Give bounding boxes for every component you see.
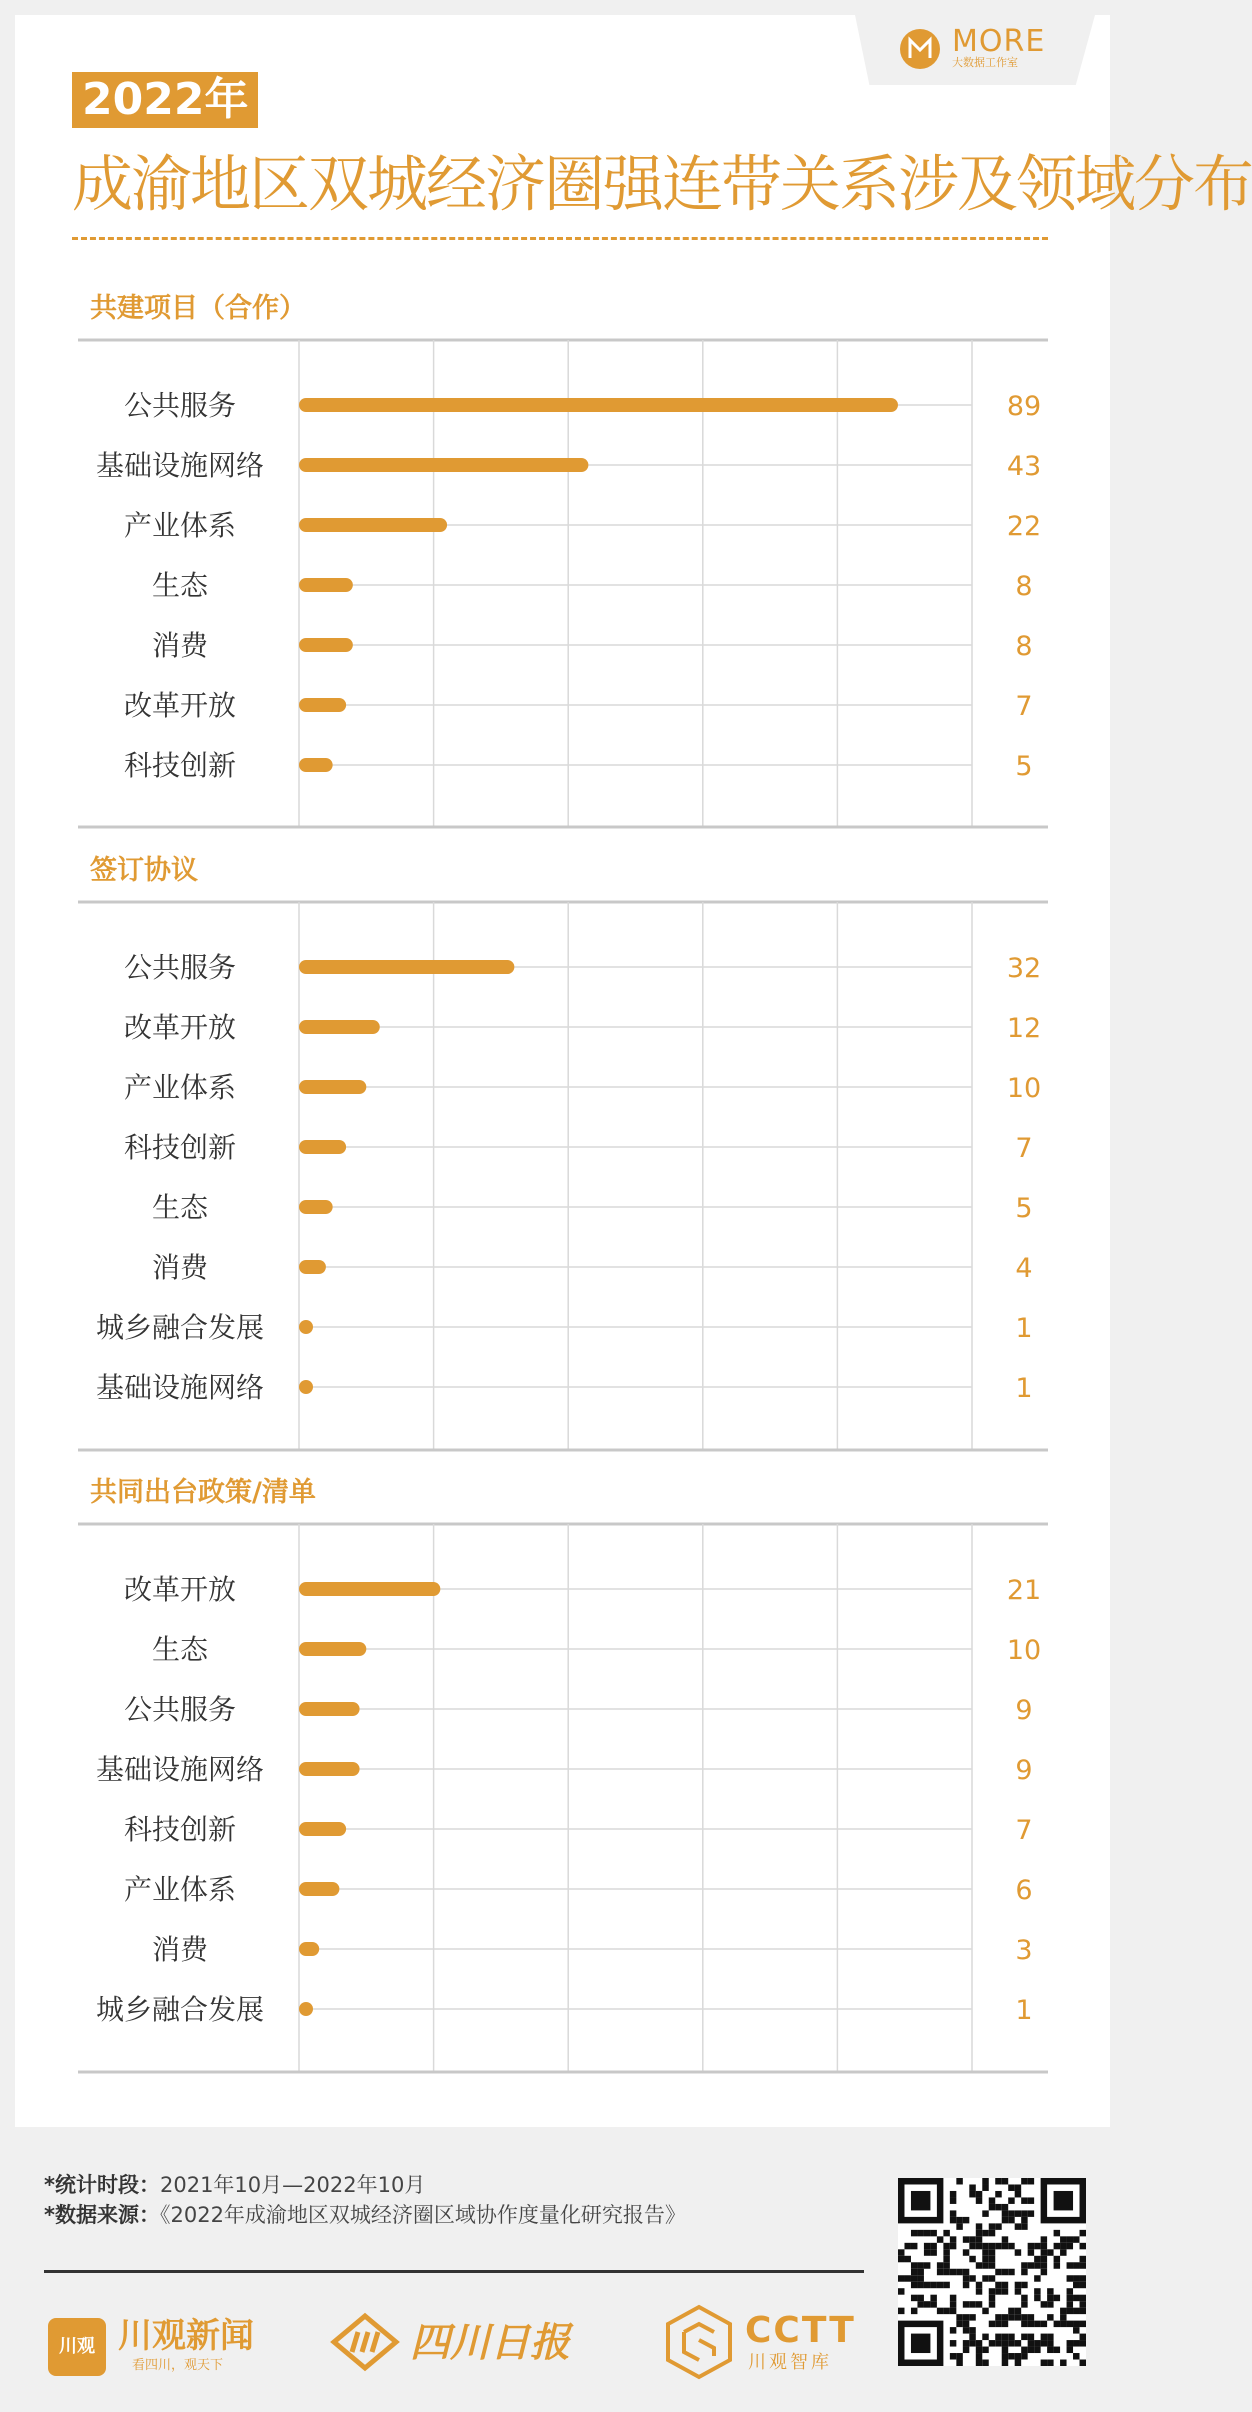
category-label: 改革开放 bbox=[123, 689, 237, 722]
source-line bbox=[44, 2200, 686, 2230]
value-label: 4 bbox=[1015, 1253, 1033, 1284]
bar bbox=[299, 960, 514, 974]
value-label: 21 bbox=[1006, 1575, 1042, 1606]
source-label: *数据来源： bbox=[44, 2203, 160, 2227]
bar bbox=[299, 1582, 440, 1596]
category-label: 生态 bbox=[151, 1191, 209, 1224]
category-label: 消费 bbox=[151, 629, 209, 662]
value-label: 8 bbox=[1015, 631, 1033, 662]
value-label: 7 bbox=[1015, 691, 1033, 722]
value-label: 1 bbox=[1015, 1995, 1033, 2026]
value-label: 5 bbox=[1015, 751, 1033, 782]
category-label: 基础设施网络 bbox=[95, 1371, 265, 1404]
footer-divider bbox=[44, 2270, 864, 2273]
bar bbox=[299, 578, 353, 592]
bar bbox=[299, 698, 346, 712]
bar bbox=[299, 1140, 346, 1154]
source-value: 《2022年成渝地区双城经济圈区域协作度量化研究报告》 bbox=[159, 2203, 686, 2227]
cctt-brand-name: CCTT bbox=[745, 2310, 856, 2351]
section-title: 签订协议 bbox=[90, 855, 198, 886]
cctt-brand-subname: 川观智库 bbox=[748, 2352, 832, 2373]
logo-subtext: 大数据工作室 bbox=[952, 56, 1018, 69]
bar bbox=[299, 1642, 366, 1656]
section-title: 共同出台政策/清单 bbox=[90, 1477, 316, 1508]
page-title: 成渝地区双城经济圈强连带关系涉及领域分布 bbox=[72, 149, 1252, 220]
category-label: 消费 bbox=[151, 1933, 209, 1966]
bar bbox=[299, 1380, 313, 1394]
value-label: 9 bbox=[1015, 1695, 1033, 1726]
qr-code-icon[interactable] bbox=[898, 2178, 1086, 2366]
cctt-logo-icon bbox=[664, 2304, 734, 2380]
bar bbox=[299, 398, 898, 412]
section-title: 共建项目（合作） bbox=[90, 293, 306, 324]
category-label: 产业体系 bbox=[123, 1873, 237, 1906]
chuanguan-brand-name: 川观新闻 bbox=[118, 2316, 254, 2356]
category-label: 生态 bbox=[151, 1633, 209, 1666]
bar bbox=[299, 1942, 319, 1956]
period-line bbox=[44, 2170, 686, 2200]
category-label: 基础设施网络 bbox=[95, 1753, 265, 1786]
footer-notes bbox=[44, 2170, 686, 2230]
category-label: 科技创新 bbox=[123, 1813, 237, 1846]
value-label: 7 bbox=[1015, 1815, 1033, 1846]
value-label: 1 bbox=[1015, 1313, 1033, 1344]
bar bbox=[299, 518, 447, 532]
value-label: 12 bbox=[1006, 1013, 1042, 1044]
category-label: 产业体系 bbox=[123, 509, 237, 542]
category-label: 公共服务 bbox=[123, 389, 237, 422]
sichuan-daily-brand-name: 四川日报 bbox=[410, 2320, 570, 2366]
category-label: 城乡融合发展 bbox=[95, 1311, 265, 1344]
category-label: 产业体系 bbox=[123, 1071, 237, 1104]
bar bbox=[299, 1822, 346, 1836]
value-label: 9 bbox=[1015, 1755, 1033, 1786]
value-label: 32 bbox=[1006, 953, 1042, 984]
category-label: 改革开放 bbox=[123, 1573, 237, 1606]
value-label: 89 bbox=[1006, 391, 1042, 422]
category-label: 公共服务 bbox=[123, 951, 237, 984]
bar bbox=[299, 458, 588, 472]
period-label: *统计时段： bbox=[44, 2173, 160, 2197]
chuanguan-logo-icon: 川观 bbox=[48, 2318, 106, 2376]
chuanguan-slogan: 看四川，观天下 bbox=[132, 2358, 224, 2373]
value-label: 6 bbox=[1015, 1875, 1033, 1906]
bar bbox=[299, 1260, 326, 1274]
year-badge: 2022年 bbox=[72, 72, 258, 128]
value-label: 10 bbox=[1006, 1635, 1042, 1666]
category-label: 城乡融合发展 bbox=[95, 1993, 265, 2026]
bar bbox=[299, 1080, 366, 1094]
bar bbox=[299, 758, 333, 772]
value-label: 5 bbox=[1015, 1193, 1033, 1224]
value-label: 10 bbox=[1006, 1073, 1042, 1104]
category-label: 消费 bbox=[151, 1251, 209, 1284]
bar bbox=[299, 1320, 313, 1334]
bar bbox=[299, 1882, 339, 1896]
bar bbox=[299, 638, 353, 652]
value-label: 3 bbox=[1015, 1935, 1033, 1966]
category-label: 科技创新 bbox=[123, 1131, 237, 1164]
category-label: 公共服务 bbox=[123, 1693, 237, 1726]
period-value: 2021年10月—2022年10月 bbox=[159, 2173, 426, 2197]
value-label: 43 bbox=[1006, 451, 1042, 482]
category-label: 基础设施网络 bbox=[95, 449, 265, 482]
bar bbox=[299, 2002, 313, 2016]
bar bbox=[299, 1020, 380, 1034]
category-label: 生态 bbox=[151, 569, 209, 602]
bar bbox=[299, 1702, 360, 1716]
value-label: 22 bbox=[1006, 511, 1042, 542]
category-label: 科技创新 bbox=[123, 749, 237, 782]
bar bbox=[299, 1200, 333, 1214]
sichuan-daily-logo-icon bbox=[330, 2312, 400, 2372]
bar bbox=[299, 1762, 360, 1776]
value-label: 7 bbox=[1015, 1133, 1033, 1164]
category-label: 改革开放 bbox=[123, 1011, 237, 1044]
logo-text: MORE bbox=[952, 24, 1046, 59]
value-label: 1 bbox=[1015, 1373, 1033, 1404]
value-label: 8 bbox=[1015, 571, 1033, 602]
